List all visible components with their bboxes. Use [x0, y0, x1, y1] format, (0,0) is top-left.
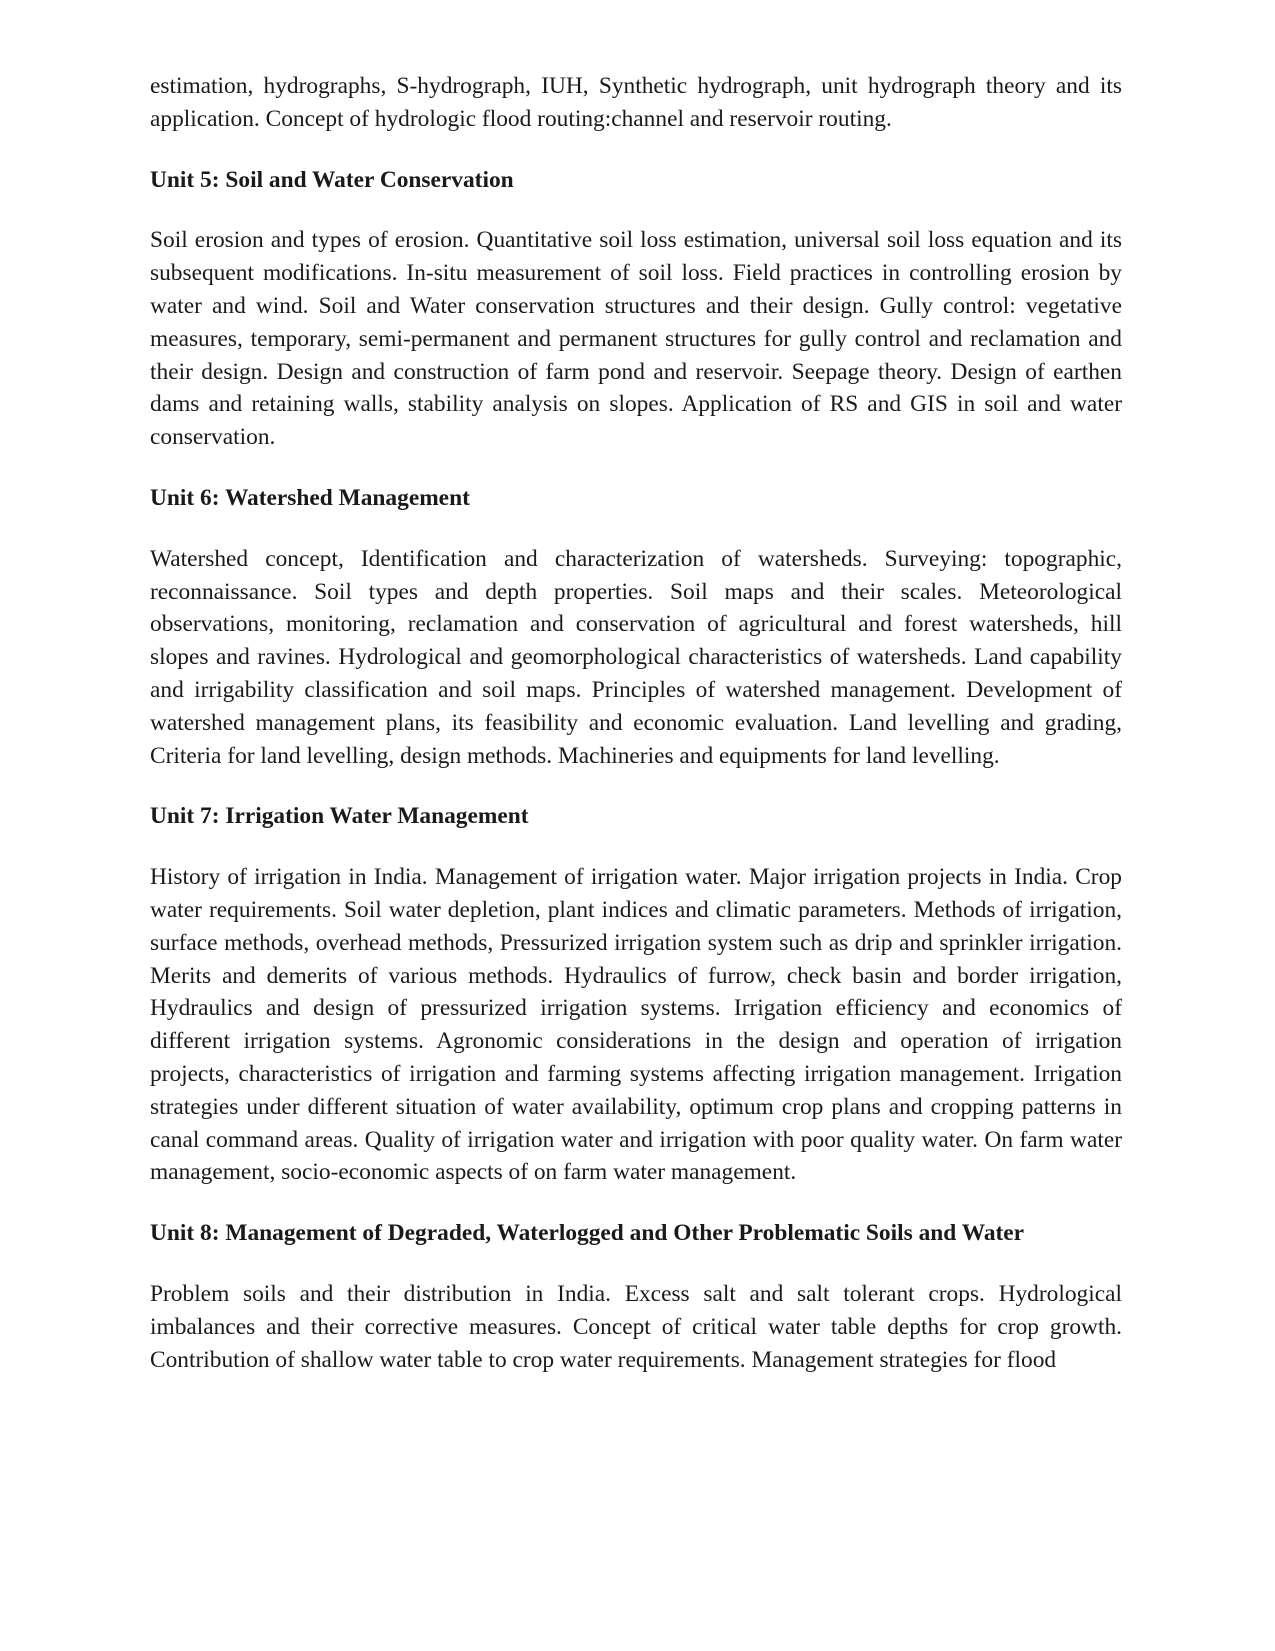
unit-5-body: Soil erosion and types of erosion. Quantitative soil loss estimation, universal soil loss equation and its subsequent modifications. In-situ measurement of soil loss. Field practices in controlling erosion by water and wind. Soil and Water conservation structures and their design. Gully control: vegetative measures, temporary, semi-permanent and permanent structures for gully control and reclamation and their design. Design and construction of farm pond and reservoir. Seepage theory. Design of earthen dams and retaining walls, stability analysis on slopes. Application of RS and GIS in soil and water conservation. — [150, 227, 1122, 451]
unit-8-heading: Unit 8: Management of Degraded, Waterlogged and Other Problematic Soils and Water — [150, 1220, 1025, 1247]
unit-6-body: Watershed concept, Identification and characterization of watersheds. Surveying: topographic, reconnaissance. Soil types and depth properties. Soil maps and their scales. Meteorological observations, monitoring, reclamation and conservation of agricultural and forest watersheds, hill slopes and ravines. Hydrological and geomorphological characteristics of watersheds. Land capability and irrigability classification and soil maps. Principles of watershed management. Development of watershed management plans, its feasibility and economic evaluation. Land levelling and grading, Criteria for land levelling, design methods. Machineries and equipments for land levelling. — [150, 545, 1122, 769]
unit-6-heading: Unit 6: Watershed Management — [150, 484, 470, 511]
unit-5-heading: Unit 5: Soil and Water Conservation — [150, 166, 514, 193]
unit-7-body: History of irrigation in India. Management of irrigation water. Major irrigation projects in India. Crop water requirements. Soil water depletion, plant indices and climatic parameters. Methods of irrigation, surface methods, overhead methods, Pressurized irrigation system such as drip and sprinkler irrigation. Merits and demerits of various methods. Hydraulics of furrow, check basin and border irrigation, Hydraulics and design of pressurized irrigation systems. Irrigation efficiency and economics of different irrigation systems. Agronomic considerations in the design and operation of irrigation projects, characteristics of irrigation and farming systems affecting irrigation management. Irrigation strategies under different situation of water availability, optimum crop plans and cropping patterns in canal command areas. Quality of irrigation water and irrigation with poor quality water. On farm water management, socio-economic aspects of on farm water management. — [150, 864, 1122, 1186]
unit-7-heading: Unit 7: Irrigation Water Management — [150, 803, 529, 830]
intro-paragraph: estimation, hydrographs, S-hydrograph, IUH, Synthetic hydrograph, unit hydrograph theory and its application. Concept of hydrologic flood routing:channel and reservoir routing. — [150, 73, 1122, 132]
document-page — [150, 70, 1122, 1376]
unit-8-body: Problem soils and their distribution in India. Excess salt and salt tolerant crops. Hydrological imbalances and their corrective measures. Concept of critical water table depths for crop growth. Contribution of shallow water table to crop water requirements. Management strategies for flood — [150, 1280, 1122, 1373]
